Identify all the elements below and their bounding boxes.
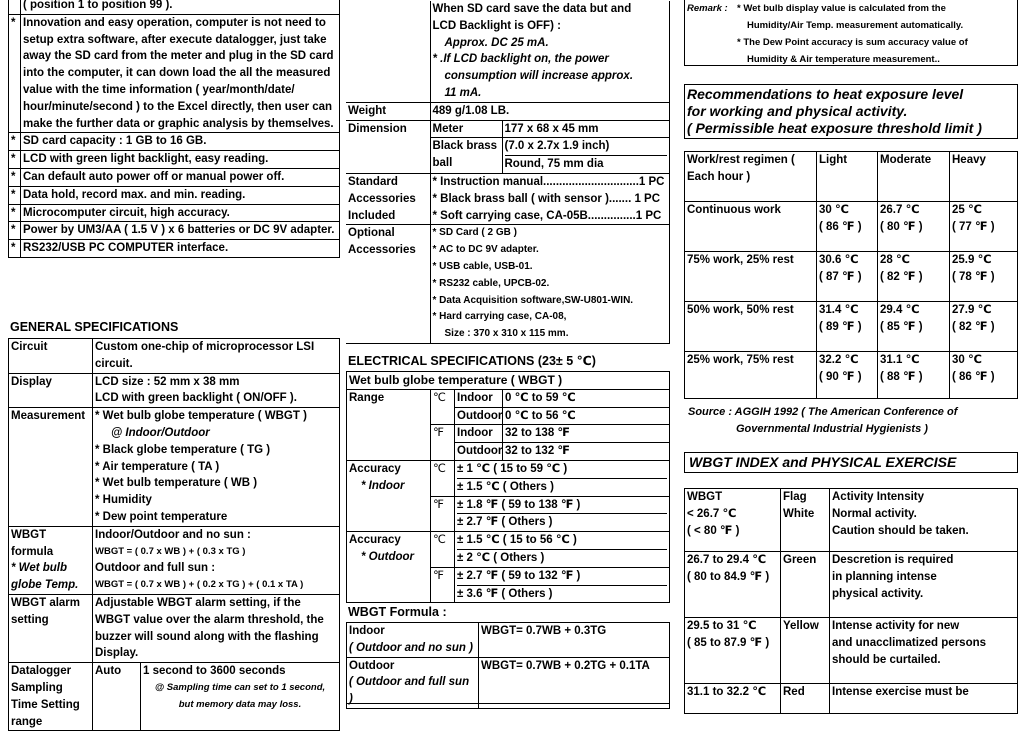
- spec-value: 489 g/1.08 LB.: [430, 102, 670, 120]
- source-line: Governmental Industrial Hygienists ): [736, 422, 928, 435]
- heat-value: 25.9 ℃: [952, 254, 992, 266]
- index-wbgt: ( 85 to 87.9 ℉ ): [687, 637, 770, 650]
- unit-c: ℃: [431, 460, 455, 496]
- spec-label: Weight: [346, 102, 430, 120]
- heat-value: 28 ℃: [880, 254, 910, 266]
- index-activity: and unacclimatized persons: [832, 637, 987, 650]
- heat-value: 26.7 ℃: [880, 204, 920, 216]
- heat-regimen: 75% work, 25% rest: [685, 252, 817, 302]
- accuracy-value: ± 3.6 ℉ ( Others ): [457, 587, 553, 600]
- recommendation-line: Recommendations to heat exposure level: [687, 86, 964, 102]
- heat-header: Light: [817, 152, 878, 202]
- index-activity: Descretion is required: [832, 554, 954, 567]
- heat-value: ( 77 ℉ ): [952, 220, 995, 233]
- heat-value: 31.4 ℃: [819, 304, 859, 316]
- heat-header: Heavy: [950, 152, 1018, 202]
- index-row: [685, 618, 1018, 684]
- heat-value: 27.9 ℃: [952, 304, 992, 316]
- spec-value: Auto: [93, 663, 141, 731]
- unit-c: ℃: [431, 532, 455, 568]
- heat-header: Work/rest regimen ( Each hour ): [685, 152, 817, 202]
- heat-row: [685, 252, 1018, 302]
- index-header: Flag: [781, 489, 830, 506]
- heat-value: ( 85 ℉ ): [880, 320, 923, 333]
- formula-line: Indoor/Outdoor and no sun :: [95, 528, 251, 541]
- heat-value: ( 89 ℉ ): [819, 320, 862, 333]
- wbgt-spec-title: Wet bulb globe temperature ( WBGT ): [347, 372, 670, 390]
- feature-item: RS232/USB PC COMPUTER interface.: [21, 240, 340, 258]
- formula-condition: Indoor: [349, 625, 385, 637]
- spec-note: @ Sampling time can set to 1 second,: [154, 681, 326, 693]
- index-activity: physical activity.: [832, 587, 924, 600]
- remark-line: * The Dew Point accuracy is sum accuracy value of: [737, 37, 968, 48]
- heat-value: ( 88 ℉ ): [880, 370, 923, 383]
- feature-item: Data hold, record max. and min. reading.: [21, 186, 340, 204]
- heat-row: [685, 302, 1018, 352]
- spec-value: LCD with green backlight ( ON/OFF ).: [95, 392, 297, 405]
- recommendation-line: ( Permissible heat exposure threshold limit ): [687, 120, 982, 136]
- heat-value: ( 90 ℉ ): [819, 370, 862, 383]
- spec-value: 1 second to 3600 seconds: [143, 665, 286, 678]
- wbgt-formula-title: WBGT Formula :: [348, 605, 447, 619]
- heat-value: ( 82 ℉ ): [880, 270, 923, 283]
- power-line: LCD Backlight is OFF) :: [432, 19, 561, 32]
- spec-value: LCD size : 52 mm x 38 mm: [95, 375, 240, 388]
- heat-value: ( 78 ℉ ): [952, 270, 995, 283]
- divider: [346, 703, 670, 704]
- spec-value: Adjustable WBGT alarm setting, if the WBGT value over the alarm threshold, the buzzer will sound along with the flashing Display.: [93, 594, 340, 662]
- source-note: [688, 404, 1014, 437]
- index-header: WBGT: [685, 489, 781, 506]
- heat-value: 30 ℃: [952, 354, 982, 366]
- formula-subcondition: ( Outdoor and full sun ): [349, 676, 470, 706]
- feature-item: Innovation and easy operation, computer is not need to setup extra software, after execute datalogger, just take away the SD card from the meter and plug in the SD card into the computer, it can down load the all the measured value with the time information ( year/month/date/ hour/minute/second ) to the Excel directly, then user can make the further data or graphic analysis by themselves.: [21, 14, 340, 133]
- unit-f: ℉: [431, 567, 455, 603]
- formula-value: WBGT= 0.7WB + 0.2TG + 0.1TA: [479, 657, 670, 708]
- features-table: ( position 1 to position 99 ). * Innovation and easy operation, computer is not need to setup extra software, after execute datalogger, just take away the SD card from the meter and plug in the SD card into the computer, it can down load the all the measured value with the time information ( year/month/date/ hour/minute/second ) to the Excel directly, then user can make the further data or graphic analysis by themselves. * SD card capacity : 1 GB to 16 GB. * LCD with green light backlight, easy reading. * Can default auto power off or manual power off. * Data hold, record max. and min. reading. * Microcomputer circuit, high accuracy. * Power by UM3/AA ( 1.5 V ) x 6 batteries or DC 9V adapter. * RS232/USB PC COMPUTER interface.: [8, 0, 340, 258]
- heat-value: 31.1 ℃: [880, 354, 920, 366]
- spec-value: Custom one-chip of microprocessor LSI circuit.: [93, 339, 340, 374]
- meas-item: @ Indoor/Outdoor: [111, 426, 210, 439]
- range-value: 0 ℃ to 56 ℃: [503, 407, 670, 425]
- index-wbgt: 26.7 to 29.4 ℃: [687, 554, 767, 567]
- range-location: Indoor: [455, 389, 503, 407]
- index-row: [685, 684, 1018, 714]
- spec-sublabel: * Wet bulb globe Temp.: [11, 562, 79, 592]
- meas-item: Black globe temperature ( TG ): [102, 443, 271, 456]
- range-value: 32 to 132 ℉: [503, 443, 670, 461]
- accuracy-value: ± 1 ℃ ( 15 to 59 ℃ ): [457, 461, 667, 479]
- source-line: Source : AGGIH 1992 ( The American Conference of: [688, 406, 958, 418]
- heat-regimen: 25% work, 75% rest: [685, 352, 817, 399]
- index-activity: Normal activity.: [832, 507, 917, 520]
- index-activity: should be curtailed.: [832, 653, 941, 666]
- range-location: Indoor: [455, 425, 503, 443]
- formula-value: WBGT= 0.7WB + 0.3TG: [479, 623, 670, 658]
- spec-label: Measurement: [9, 408, 93, 527]
- heat-value: 30 ℃: [819, 204, 849, 216]
- power-line: consumption will increase approx.: [444, 70, 634, 83]
- remark-line: * Wet bulb display value is calculated from the: [737, 3, 946, 14]
- index-wbgt: 31.1 to 32.2 ℃: [687, 686, 767, 699]
- unit-f: ℉: [431, 425, 455, 461]
- index-wbgt: ( 80 to 84.9 ℉ ): [687, 571, 770, 584]
- range-value: 32 to 138 ℉: [503, 425, 670, 443]
- dim-ball: Black brass ball: [430, 138, 502, 174]
- recommendation-line: for working and physical activity.: [687, 103, 908, 119]
- meas-item: Humidity: [102, 494, 152, 507]
- power-spec-table: When SD card save the data but and LCD Backlight is OFF) : Approx. DC 25 mA. * .If LCD backlight on, the power consumption will increase approx. 11 mA. Weight 489 g/1.08 LB. Dimension Meter 177 x 68 x 45 mm Black brass ball (7.0 x 2.7x 1.9 inch) Round, 75 mm dia Standard Accessories Included * Instruction manual..............................1 PC * Black brass ball ( with sensor )....... 1 PC * Soft carrying case, CA-05B...............1 PC Optional Accessories * SD Card ( 2 GB ) * AC to DC 9V adapter. * USB cable, USB-01. * RS232 cable, UPCB-02. * Data Acquisition software,SW-U801-WIN. * Hard carrying case, CA-08, Size : 370 x 310 x 115 mm.: [346, 1, 670, 344]
- unit-c: ℃: [431, 389, 455, 425]
- index-flag: Red: [781, 684, 830, 714]
- spec-sublabel: * Indoor: [361, 479, 405, 492]
- formula-line: WBGT = ( 0.7 x WB ) + ( 0.2 x TG ) + ( 0.1 x TA ): [95, 579, 304, 591]
- accuracy-value: ± 1.5 ℃ ( 15 to 56 ℃ ): [457, 532, 667, 550]
- heat-row: [685, 202, 1018, 252]
- heat-value: ( 80 ℉ ): [880, 220, 923, 233]
- power-line: When SD card save the data but and: [432, 3, 632, 15]
- index-header: Activity Intensity: [830, 489, 1018, 506]
- heat-header: Moderate: [878, 152, 950, 202]
- index-flag: White: [781, 506, 830, 552]
- accessory-item: Instruction manual..............................1 PC: [440, 175, 665, 188]
- wbgt-spec-table: [346, 371, 670, 603]
- index-row: [685, 506, 1018, 552]
- range-location: Outdoor: [455, 407, 503, 425]
- heat-row: [685, 352, 1018, 399]
- spec-label: Range: [347, 389, 431, 460]
- index-activity: Intense exercise must be: [832, 686, 969, 699]
- accuracy-value: ± 1.5 ℃ ( Others ): [457, 480, 554, 493]
- index-flag: Green: [781, 552, 830, 618]
- spec-label: Optional Accessories: [346, 225, 430, 344]
- wbgt-index-title: WBGT INDEX and PHYSICAL EXERCISE: [684, 452, 1018, 473]
- heat-value: ( 87 ℉ ): [819, 270, 862, 283]
- power-line: * .If LCD backlight on, the power: [432, 53, 609, 66]
- heat-exposure-table: [684, 151, 1018, 399]
- formula-line: Outdoor and full sun :: [95, 562, 216, 575]
- accuracy-value: ± 2.7 ℉ ( Others ): [457, 516, 553, 529]
- accessory-item: Hard carrying case, CA-08,: [439, 311, 567, 323]
- accessory-item: SD Card ( 2 GB ): [439, 227, 517, 239]
- accessory-item: Black brass ball ( with sensor )....... 1 PC: [440, 192, 661, 205]
- heat-value: 32.2 ℃: [819, 354, 859, 366]
- recommendation-box: [684, 84, 1018, 139]
- index-activity: Intense activity for new: [832, 620, 960, 633]
- range-location: Outdoor: [455, 443, 503, 461]
- index-flag: Yellow: [781, 618, 830, 684]
- spec-label: Accuracy: [349, 462, 401, 475]
- remark-label: Remark :: [687, 3, 728, 14]
- dim-meter: Meter: [430, 120, 502, 138]
- electrical-specs-title: ELECTRICAL SPECIFICATIONS (23± 5 ℃): [348, 354, 596, 368]
- remark-line: Humidity/Air Temp. measurement automatically.: [747, 20, 964, 31]
- wbgt-formula-table: [346, 622, 670, 709]
- formula-subcondition: ( Outdoor and no sun ): [349, 641, 473, 654]
- accessory-item: Data Acquisition software,SW-U801-WIN.: [439, 294, 634, 306]
- remark-line: Humidity & Air temperature measurement..: [747, 54, 940, 65]
- range-value: 0 ℃ to 59 ℃: [503, 389, 670, 407]
- accuracy-value: ± 2 ℃ ( Others ): [457, 551, 545, 564]
- general-specs-title: GENERAL SPECIFICATIONS: [10, 320, 179, 334]
- accessory-item: AC to DC 9V adapter.: [438, 244, 539, 256]
- heat-value: ( 86 ℉ ): [819, 220, 862, 233]
- accessory-item: USB cable, USB-01.: [439, 260, 533, 272]
- spec-label: Circuit: [9, 339, 93, 374]
- accuracy-value: ± 1.8 ℉ ( 59 to 138 ℉ ): [457, 497, 667, 515]
- spec-label: Standard Accessories Included: [346, 173, 430, 224]
- feature-item: LCD with green light backlight, easy reading.: [21, 151, 340, 169]
- spec-sublabel: * Outdoor: [361, 550, 415, 563]
- feature-item: Microcomputer circuit, high accuracy.: [21, 204, 340, 222]
- accessory-item: Soft carrying case, CA-05B...............1 PC: [440, 209, 662, 222]
- feature-item: Power by UM3/AA ( 1.5 V ) x 6 batteries or DC 9V adapter.: [21, 222, 340, 240]
- meas-item: Wet bulb globe temperature ( WBGT ): [102, 410, 307, 423]
- spec-label: WBGT formula: [11, 528, 54, 558]
- wbgt-index-table: [684, 488, 1018, 714]
- meas-item: Dew point temperature: [102, 510, 228, 523]
- heat-value: 25 ℃: [952, 204, 982, 216]
- index-activity: Caution should be taken.: [832, 524, 969, 537]
- feature-item: ( position 1 to position 99 ).: [21, 0, 340, 14]
- remark-box: [684, 0, 1018, 66]
- dim-ball-value: (7.0 x 2.7x 1.9 inch): [505, 138, 668, 156]
- spec-label: WBGT alarm setting: [9, 594, 93, 662]
- dim-meter-value: 177 x 68 x 45 mm: [502, 120, 670, 138]
- accessory-item: RS232 cable, UPCB-02.: [439, 277, 550, 289]
- dim-ball-value: Round, 75 mm dia: [504, 158, 604, 171]
- index-wbgt: 29.5 to 31 ℃: [687, 620, 757, 633]
- spec-label: Accuracy: [349, 534, 401, 547]
- index-wbgt: ( < 80 ℉ ): [687, 524, 740, 537]
- feature-item: Can default auto power off or manual power off.: [21, 168, 340, 186]
- heat-value: ( 82 ℉ ): [952, 320, 995, 333]
- formula-line: WBGT = ( 0.7 x WB ) + ( 0.3 x TG ): [95, 545, 246, 557]
- accuracy-value: ± 2.7 ℉ ( 59 to 132 ℉ ): [457, 568, 667, 586]
- spec-label: Display: [9, 373, 93, 408]
- meas-item: Wet bulb temperature ( WB ): [102, 477, 258, 490]
- spec-note: but memory data may loss.: [178, 698, 302, 710]
- meas-item: Air temperature ( TA ): [102, 460, 220, 473]
- heat-regimen: 50% work, 50% rest: [685, 302, 817, 352]
- spec-label: Dimension: [346, 120, 430, 173]
- index-activity: in planning intense: [832, 571, 937, 584]
- heat-value: 30.6 ℃: [819, 254, 859, 266]
- heat-value: ( 86 ℉ ): [952, 370, 995, 383]
- general-specs-table: Circuit Custom one-chip of microprocessor LSI circuit. Display LCD size : 52 mm x 38 mm LCD with green backlight ( ON/OFF ). Measurement * Wet bulb globe temperature ( WBGT ) @ Indoor/Outdoor * Black globe temperature ( TG ) * Air temperature ( TA ) * Wet bulb temperature ( WB ) * Humidity * Dew point temperature WBGT formula * Wet bulb globe Temp. Indoor/Outdoor and no sun : WBGT = ( 0.7 x WB ) + ( 0.3 x TG ) Outdoor and full sun : WBGT = ( 0.7 x WB ) + ( 0.2 x TG ) + ( 0.1 x TA ) WBGT alarm setting Adjustable WBGT alarm setting, if the WBGT value over the alarm threshold, the buzzer will sound along with the flashing Display. Datalogger Sampling Time Setting range Auto 1 second to 3600 seconds @ Sampling time can set to 1 second, but memory data may loss.: [8, 338, 340, 731]
- unit-f: ℉: [431, 496, 455, 532]
- accessory-item: Size : 370 x 310 x 115 mm.: [444, 328, 569, 340]
- feature-item: SD card capacity : 1 GB to 16 GB.: [21, 133, 340, 151]
- power-line: Approx. DC 25 mA.: [444, 36, 549, 49]
- spec-label: Datalogger Sampling Time Setting range: [9, 663, 93, 731]
- power-line: 11 mA.: [444, 86, 482, 99]
- index-wbgt: < 26.7 ℃: [687, 507, 737, 520]
- heat-value: 29.4 ℃: [880, 304, 920, 316]
- index-row: [685, 552, 1018, 618]
- formula-condition: Outdoor: [349, 659, 395, 672]
- heat-regimen: Continuous work: [685, 202, 817, 252]
